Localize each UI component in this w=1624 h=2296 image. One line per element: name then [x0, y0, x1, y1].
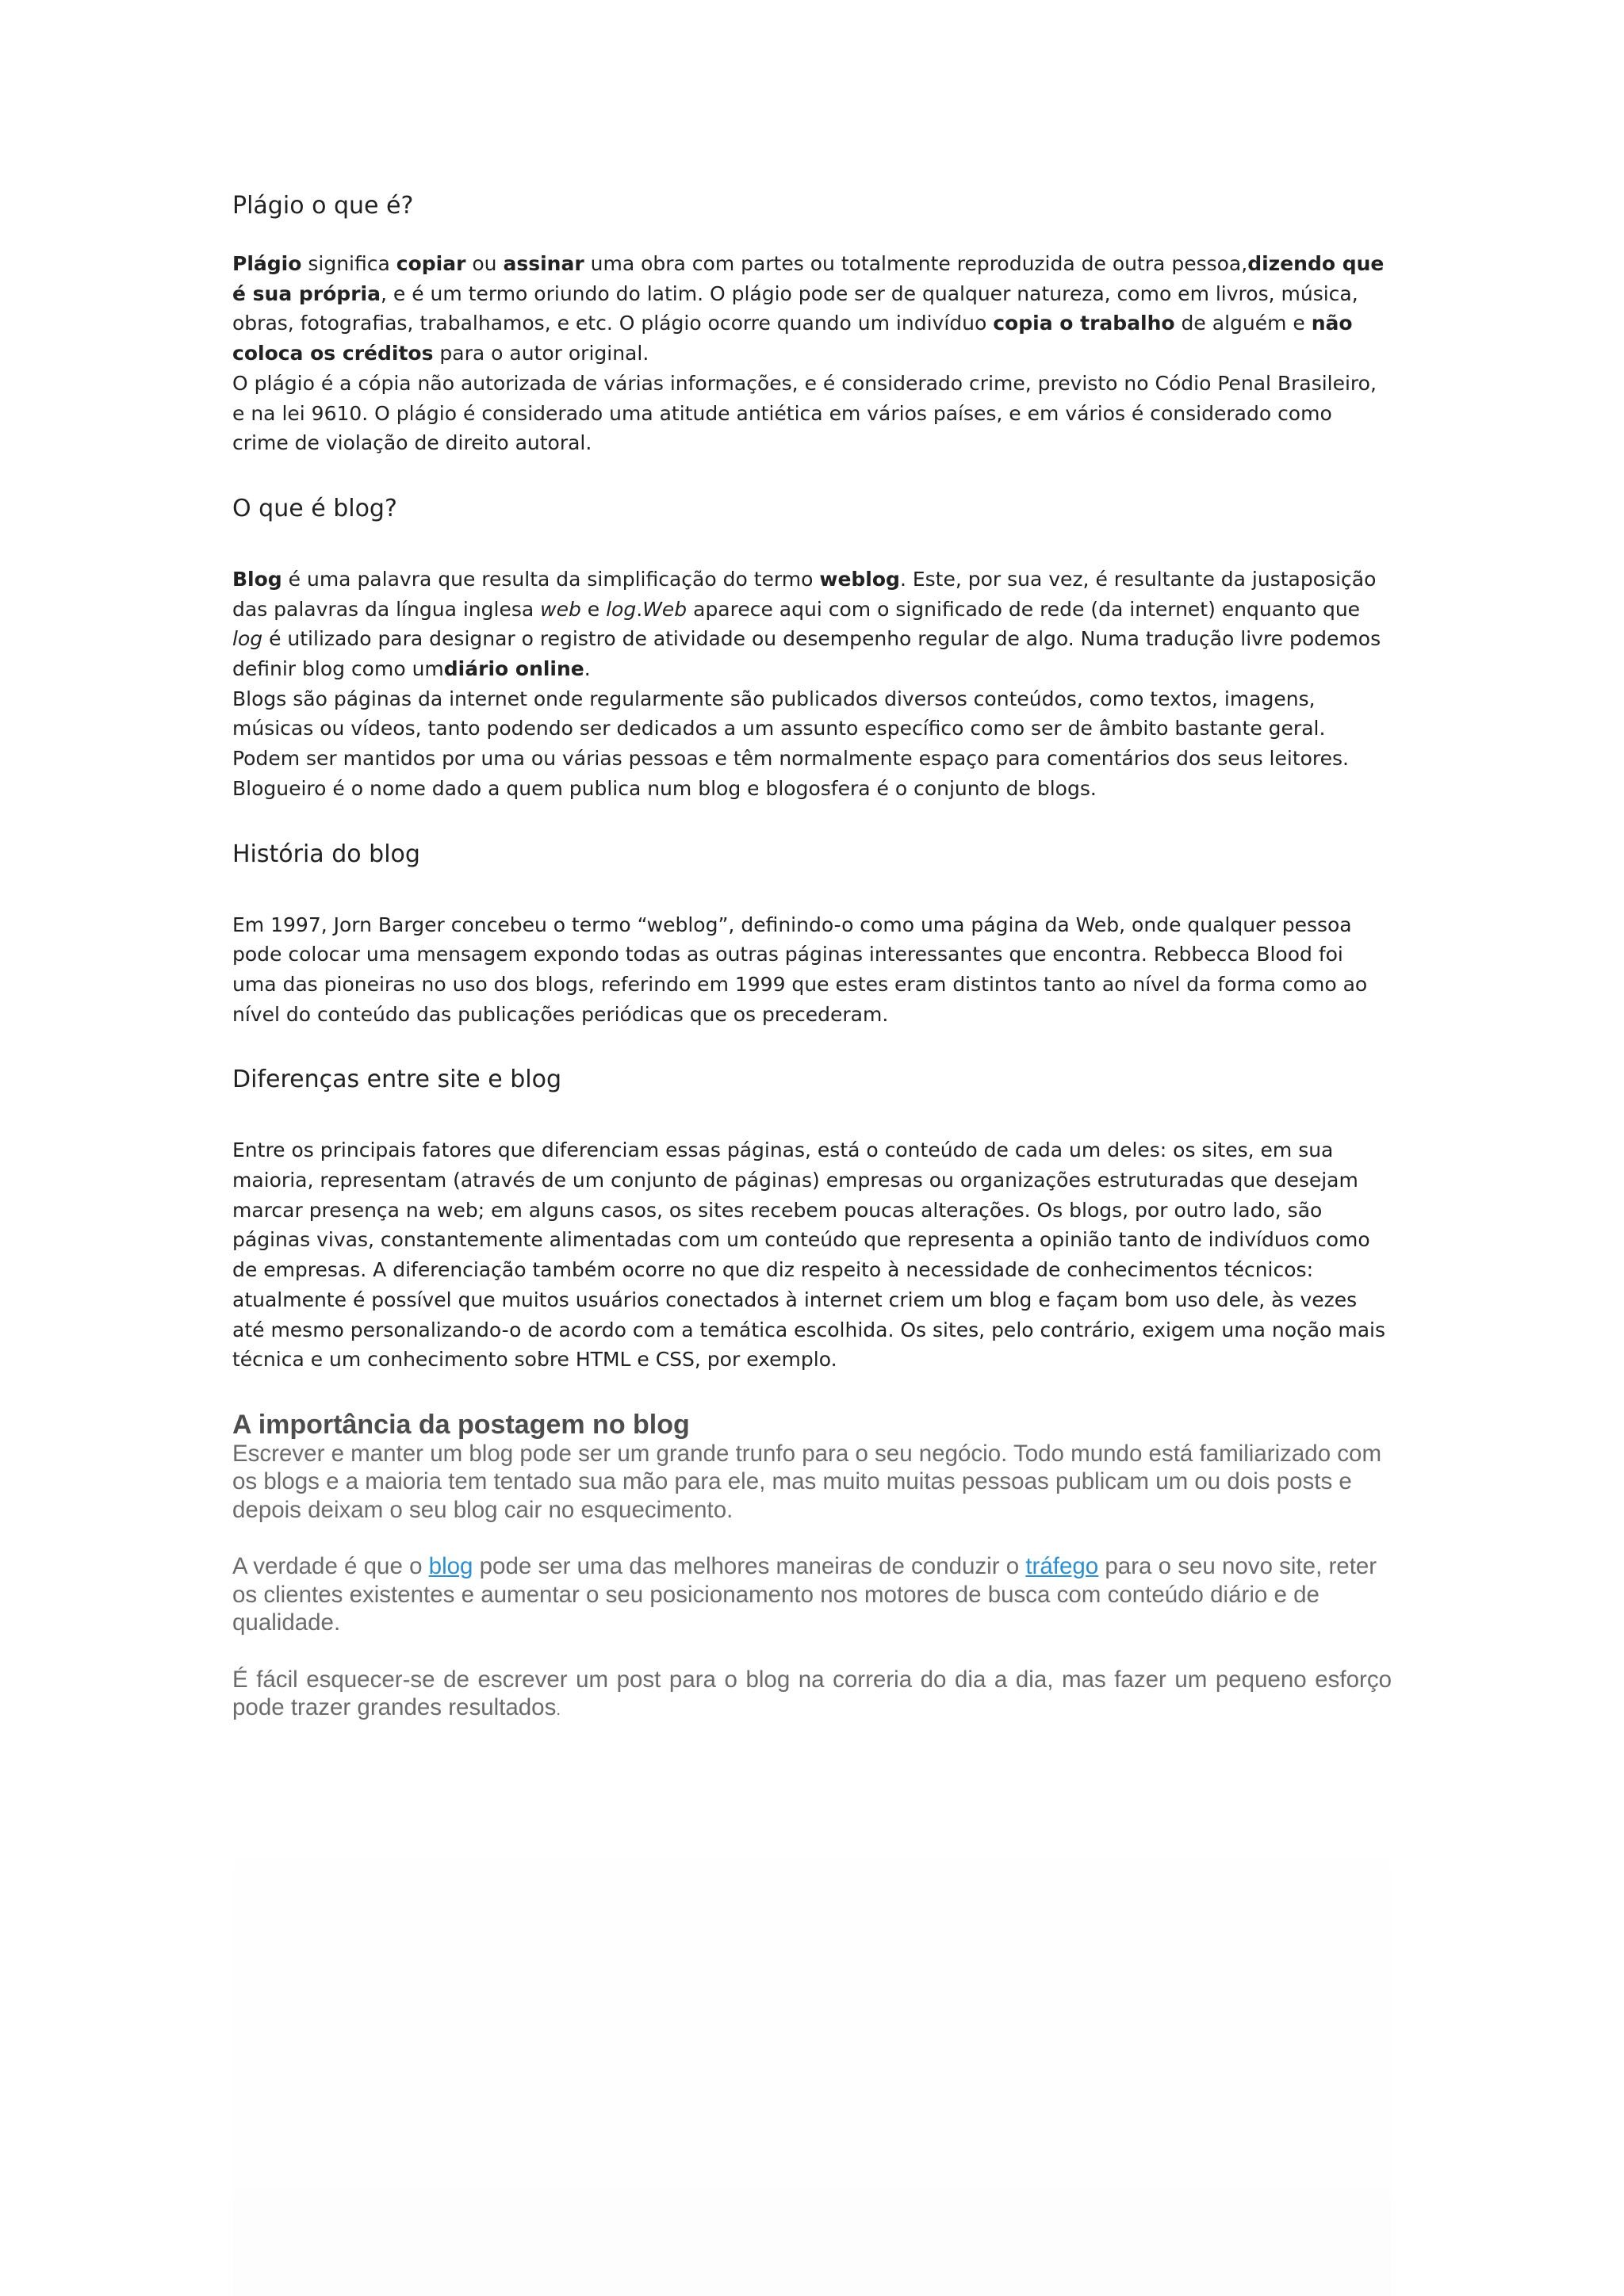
heading-plagio: Plágio o que é?: [232, 192, 414, 220]
paragraph-blog-definition: [232, 564, 1392, 684]
text-run: . Este, por sua vez, é resultante da justaposição das palavras da língua inglesa: [232, 567, 1377, 621]
text-run: aparece aqui com o significado de rede (da internet) enquanto que: [687, 597, 1361, 621]
document-body: [232, 190, 1392, 1725]
spacer: [232, 804, 1392, 839]
bold-text: Blog: [232, 567, 282, 591]
text-run: é uma palavra que resulta da simplificação do termo: [282, 567, 820, 591]
bold-text: dizendo que é sua própria: [232, 252, 1385, 305]
paragraph-importancia-intro: Escrever e manter um blog pode ser um grande trunfo para o seu negócio. Todo mundo está familiarizado com os blogs e a maioria tem tentado sua mão para ele, mas muito muitas pessoas publicam um ou dois posts e depois deixam o seu blog cair no esquecimento.: [232, 1440, 1382, 1523]
paragraph-importancia-esforco: [232, 1666, 1392, 1725]
text-run: ou: [465, 252, 504, 275]
paragraph-historia: Em 1997, Jorn Barger concebeu o termo “weblog”, definindo-o como uma página da Web, onde qualquer pessoa pode colocar uma mensagem expondo todas as outras páginas interessantes que encontra. Rebbecca Blood foi uma das pioneiras no uso dos blogs, referindo em 1999 que estes eram distintos tanto ao nível da forma como ao nível do conteúdo das publicações periódicas que os precederam.: [232, 913, 1368, 1026]
background-panel: [232, 1752, 1392, 2296]
text-run: uma obra com partes ou totalmente reproduzida de outra pessoa,: [584, 252, 1248, 275]
spacer: [232, 1029, 1392, 1064]
trafego-link[interactable]: tráfego: [1025, 1553, 1099, 1580]
italic-text: log: [232, 627, 263, 651]
text-run: .: [556, 1701, 561, 1720]
heading-blog: O que é blog?: [232, 494, 397, 522]
text-run: É fácil esquecer-se de escrever um post para o blog na correria do dia a dia, mas fazer um pequeno esforço pode trazer grandes resultados: [232, 1666, 1392, 1721]
bold-text: weblog: [819, 567, 900, 591]
italic-text: Web: [642, 597, 688, 621]
italic-text: web: [540, 597, 581, 621]
italic-text: log: [606, 597, 637, 621]
text-run: de alguém e: [1174, 312, 1312, 335]
paragraph-blog-description: Blogs são páginas da internet onde regularmente são publicados diversos conteúdos, como textos, imagens, músicas ou vídeos, tanto podendo ser dedicados a um assunto específico como ser de âmbito bastante geral. Podem ser mantidos por uma ou várias pessoas e têm normalmente espaço para comentários dos seus leitores. Blogueiro é o nome dado a quem publica num blog e blogosfera é o conjunto de blogs.: [232, 687, 1349, 800]
text-run: significa: [301, 252, 396, 275]
spacer: [232, 1637, 1392, 1666]
heading-historia: História do blog: [232, 840, 420, 868]
text-run: e: [580, 597, 607, 621]
text-run: para o seu novo site, reter os clientes existentes e aumentar o seu posicionamento nos motores de busca com conteúdo diário e de qualidade.: [232, 1553, 1377, 1636]
text-run: A verdade é que o: [232, 1553, 429, 1580]
text-run: .: [636, 597, 643, 621]
blog-link[interactable]: blog: [428, 1553, 473, 1580]
text-run: .: [584, 657, 591, 681]
text-run: para o autor original.: [433, 342, 649, 365]
spacer: [232, 1375, 1392, 1410]
heading-diferencas: Diferenças entre site e blog: [232, 1066, 562, 1094]
text-run: pode ser uma das melhores maneiras de conduzir o: [473, 1553, 1026, 1580]
spacer: [232, 1524, 1392, 1552]
text-run: , e é um termo oriundo do latim. O plágio pode ser de qualquer natureza, como em livros, música, obras, fotografias, trabalhamos, e etc. O plágio ocorre quando um indivíduo: [232, 281, 1358, 335]
paragraph-diferencas: Entre os principais fatores que diferenciam essas páginas, está o conteúdo de cada um deles: os sites, em sua maioria, representam (através de um conjunto de páginas) empresas ou organizações estruturadas que desejam marcar presença na web; em alguns casos, os sites recebem poucas alterações. Os blogs, por outro lado, são páginas vivas, constantemente alimentadas com um conteúdo que representa a opinião tanto de indivíduos como de empresas. A diferenciação também ocorre no que diz respeito à necessidade de conhecimentos técnicos: atualmente é possível que muitos usuários conectados à internet criem um blog e façam bom uso dele, às vezes até mesmo personalizando-o de acordo com a temática escolhida. Os sites, pelo contrário, exigem uma noção mais técnica e um conhecimento sobre HTML e CSS, por exemplo.: [232, 1138, 1385, 1372]
heading-importancia: A importância da postagem no blog: [232, 1409, 690, 1440]
bold-text: não coloca os créditos: [232, 312, 1353, 365]
bold-text: Plágio: [232, 252, 302, 275]
bold-text: copiar: [396, 252, 466, 275]
spacer: [232, 458, 1392, 493]
paragraph-plagio-crime: O plágio é a cópia não autorizada de várias informações, e é considerado crime, previsto no Códio Penal Brasileiro, e na lei 9610. O plágio é considerado uma atitude antiética em vários países, e em vários é considerado como crime de violação de direito autoral.: [232, 371, 1377, 455]
text-run: é utilizado para designar o registro de atividade ou desempenho regular de algo. Numa tradução livre podemos definir blog como um: [232, 627, 1381, 681]
bold-text: assinar: [503, 252, 584, 275]
bold-text: diário online: [443, 657, 584, 681]
bold-text: copia o trabalho: [993, 312, 1175, 335]
paragraph-importancia-verdade: [232, 1552, 1392, 1637]
paragraph-plagio-definition: [232, 249, 1392, 369]
